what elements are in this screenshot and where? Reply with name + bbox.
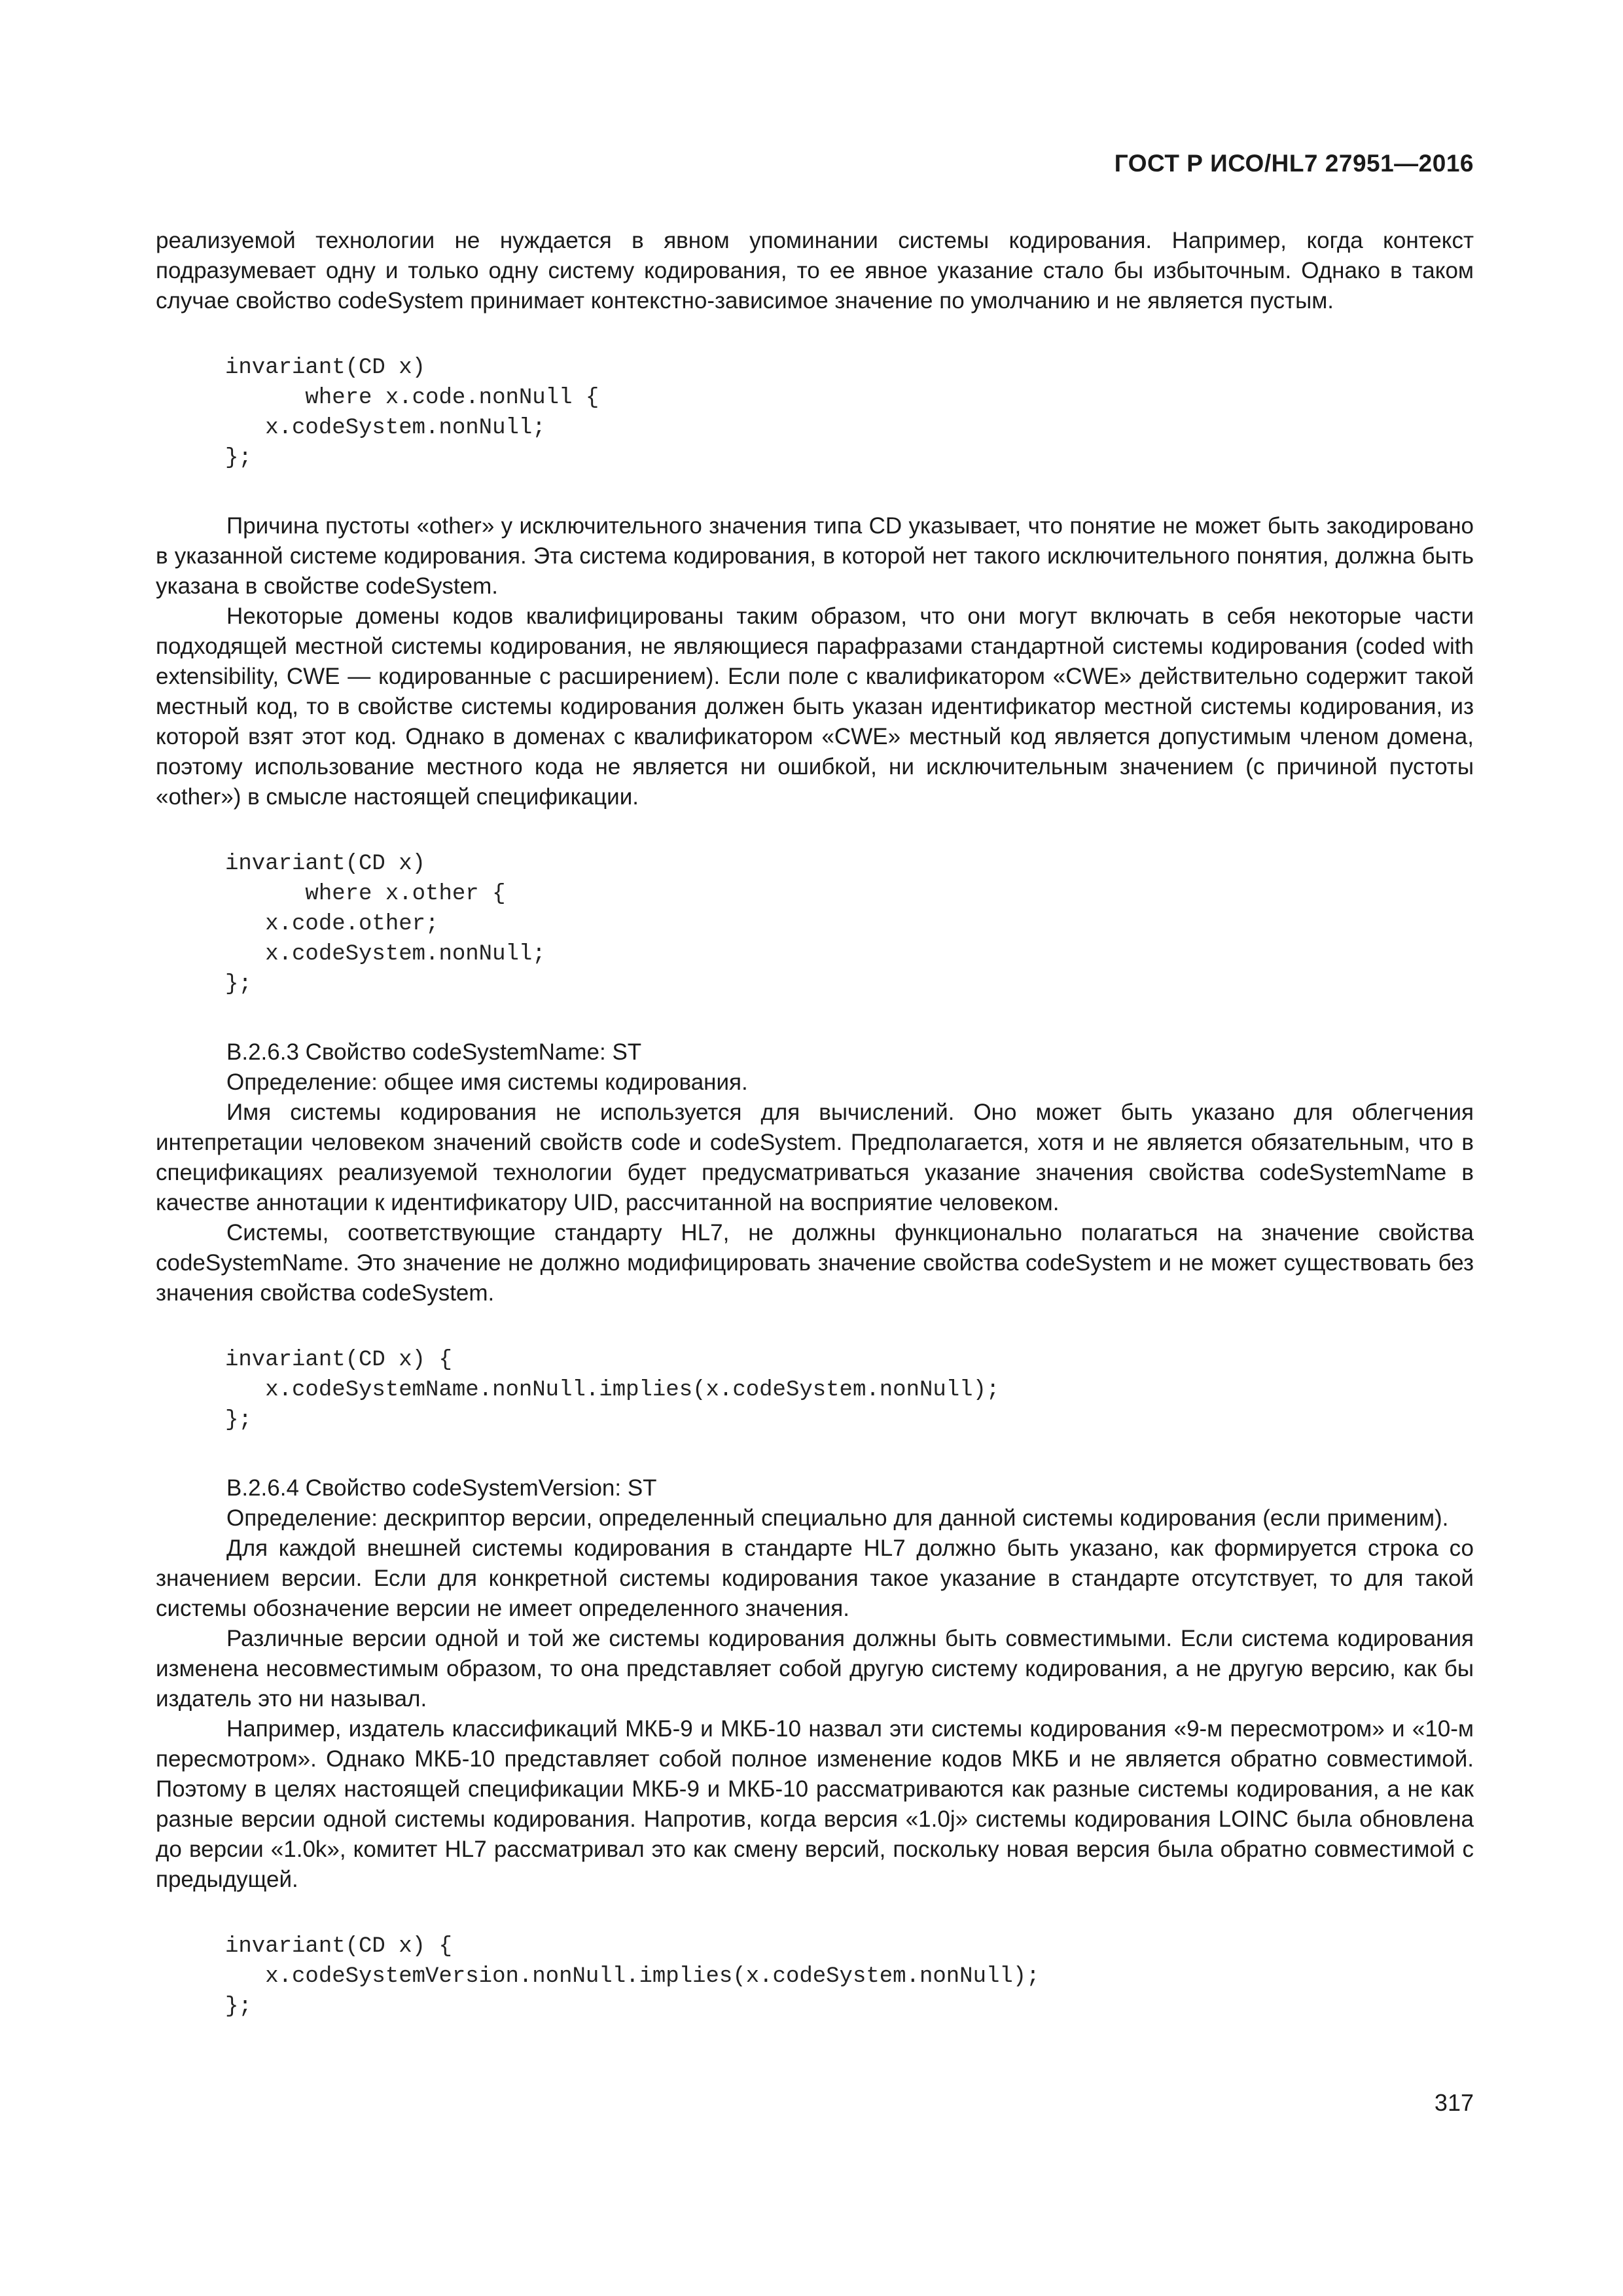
section-heading-codesystemversion: В.2.6.4 Свойство codeSystemVersion: ST — [226, 1475, 657, 1501]
paragraph-codesystemname-conformance: Системы, соответствующие стандарту HL7, не должны функционально полагаться на значение свойства codeSystemName. Это значение не должно модифицировать значение свойства codeSystem и не может существовать без значения свойства codeSystem. — [156, 1220, 1474, 1306]
section-heading-codesystemname: В.2.6.3 Свойство codeSystemName: ST — [226, 1039, 642, 1065]
paragraph-version-string: Для каждой внешней системы кодирования в стандарте HL7 должно быть указано, как формируется строка со значением версии. Если для конкретной системы кодирования такое указание в стандарте отсутствует, то для такой системы обозначение версии не имеет определенного значения. — [156, 1535, 1474, 1621]
definition-codesystemversion: Определение: дескриптор версии, определенный специально для данной системы кодирования (если применим). — [226, 1505, 1449, 1531]
paragraph-codesystemname-usage: Имя системы кодирования не используется для вычислений. Оно может быть указано для облегчения интепретации человеком значений свойств code и codeSystem. Предполагается, хотя и не является обязательным, что в спецификациях реализуемой технологии будет предусматриваться указание значения свойства codeSystemName в качестве аннотации к идентификатору UID, рассчитанной на восприятие человеком. — [156, 1100, 1474, 1215]
paragraph-other-null-flavor: Причина пустоты «other» у исключительного значения типа CD указывает, что понятие не может быть закодировано в указанной системе кодирования. Эта система кодирования, в которой нет такого исключительного понятия, должна быть указана в свойстве codeSystem. — [156, 513, 1474, 599]
paragraph-cwe-domains: Некоторые домены кодов квалифицированы таким образом, что они могут включать в себя некоторые части подходящей местной системы кодирования, не являющиеся парафразами стандартной системы кодирования (coded with extensibility, CWE — кодированные с расширением). Если поле с квалификатором «CWE» действительно содержит такой местный код, то в свойстве системы кодирования должен быть указан идентификатор местной системы кодирования, из которой взят этот код. Однако в доменах с квалификатором «CWE» местный код является допустимым членом домена, поэтому использование местного кода не является ни ошибкой, ни исключительным значением (с причиной пустоты «other») в смысле настоящей спецификации. — [156, 603, 1474, 810]
document-body — [156, 226, 1474, 2022]
code-block-codesystemname: invariant(CD x) { x.codeSystemName.nonNull.implies(x.codeSystem.nonNull); }; — [225, 1348, 1000, 1433]
paragraph-continuation: реализуемой технологии не нуждается в явном упоминании системы кодирования. Например, когда контекст подразумевает одну и только одну систему кодирования, то ее явное указание стало бы избыточным. Однако в таком случае свойство codeSystem принимает контекстно-зависимое значение по умолчанию и не является пустым. — [156, 228, 1474, 314]
page-number: 317 — [1434, 2089, 1474, 2116]
document-header-title: ГОСТ Р ИСО/HL7 27951—2016 — [1114, 150, 1474, 177]
paragraph-version-compatibility: Различные версии одной и той же системы кодирования должны быть совместимыми. Если система кодирования изменена несовместимым образом, то она представляет собой другую систему кодирования, а не другую версию, как бы издатель это ни называл. — [156, 1626, 1474, 1712]
code-block-codesystemversion: invariant(CD x) { x.codeSystemVersion.nonNull.implies(x.codeSystem.nonNull); }; — [225, 1934, 1040, 2019]
paragraph-icd-example: Например, издатель классификаций МКБ-9 и МКБ-10 назвал эти системы кодирования «9-м пересмотром» и «10-м пересмотром». Однако МКБ-10 представляет собой полное изменение кодов МКБ и не является обратно совместимой. Поэтому в целях настоящей спецификации МКБ-9 и МКБ-10 рассматриваются как разные системы кодирования, а не как разные версии одной системы кодирования. Напротив, когда версия «1.0j» системы кодирования LOINC была обновлена до версии «1.0k», комитет HL7 рассматривал это как смену версий, поскольку новая версия была обратно совместимой с предыдущей. — [156, 1716, 1474, 1892]
code-block-other: invariant(CD x) where x.other { x.code.other; x.codeSystem.nonNull; }; — [225, 852, 546, 997]
code-block-codesystem-nonnull: invariant(CD x) where x.code.nonNull { x.codeSystem.nonNull; }; — [225, 355, 599, 471]
definition-codesystemname: Определение: общее имя системы кодирования. — [226, 1069, 748, 1095]
document-page — [156, 0, 1474, 2296]
